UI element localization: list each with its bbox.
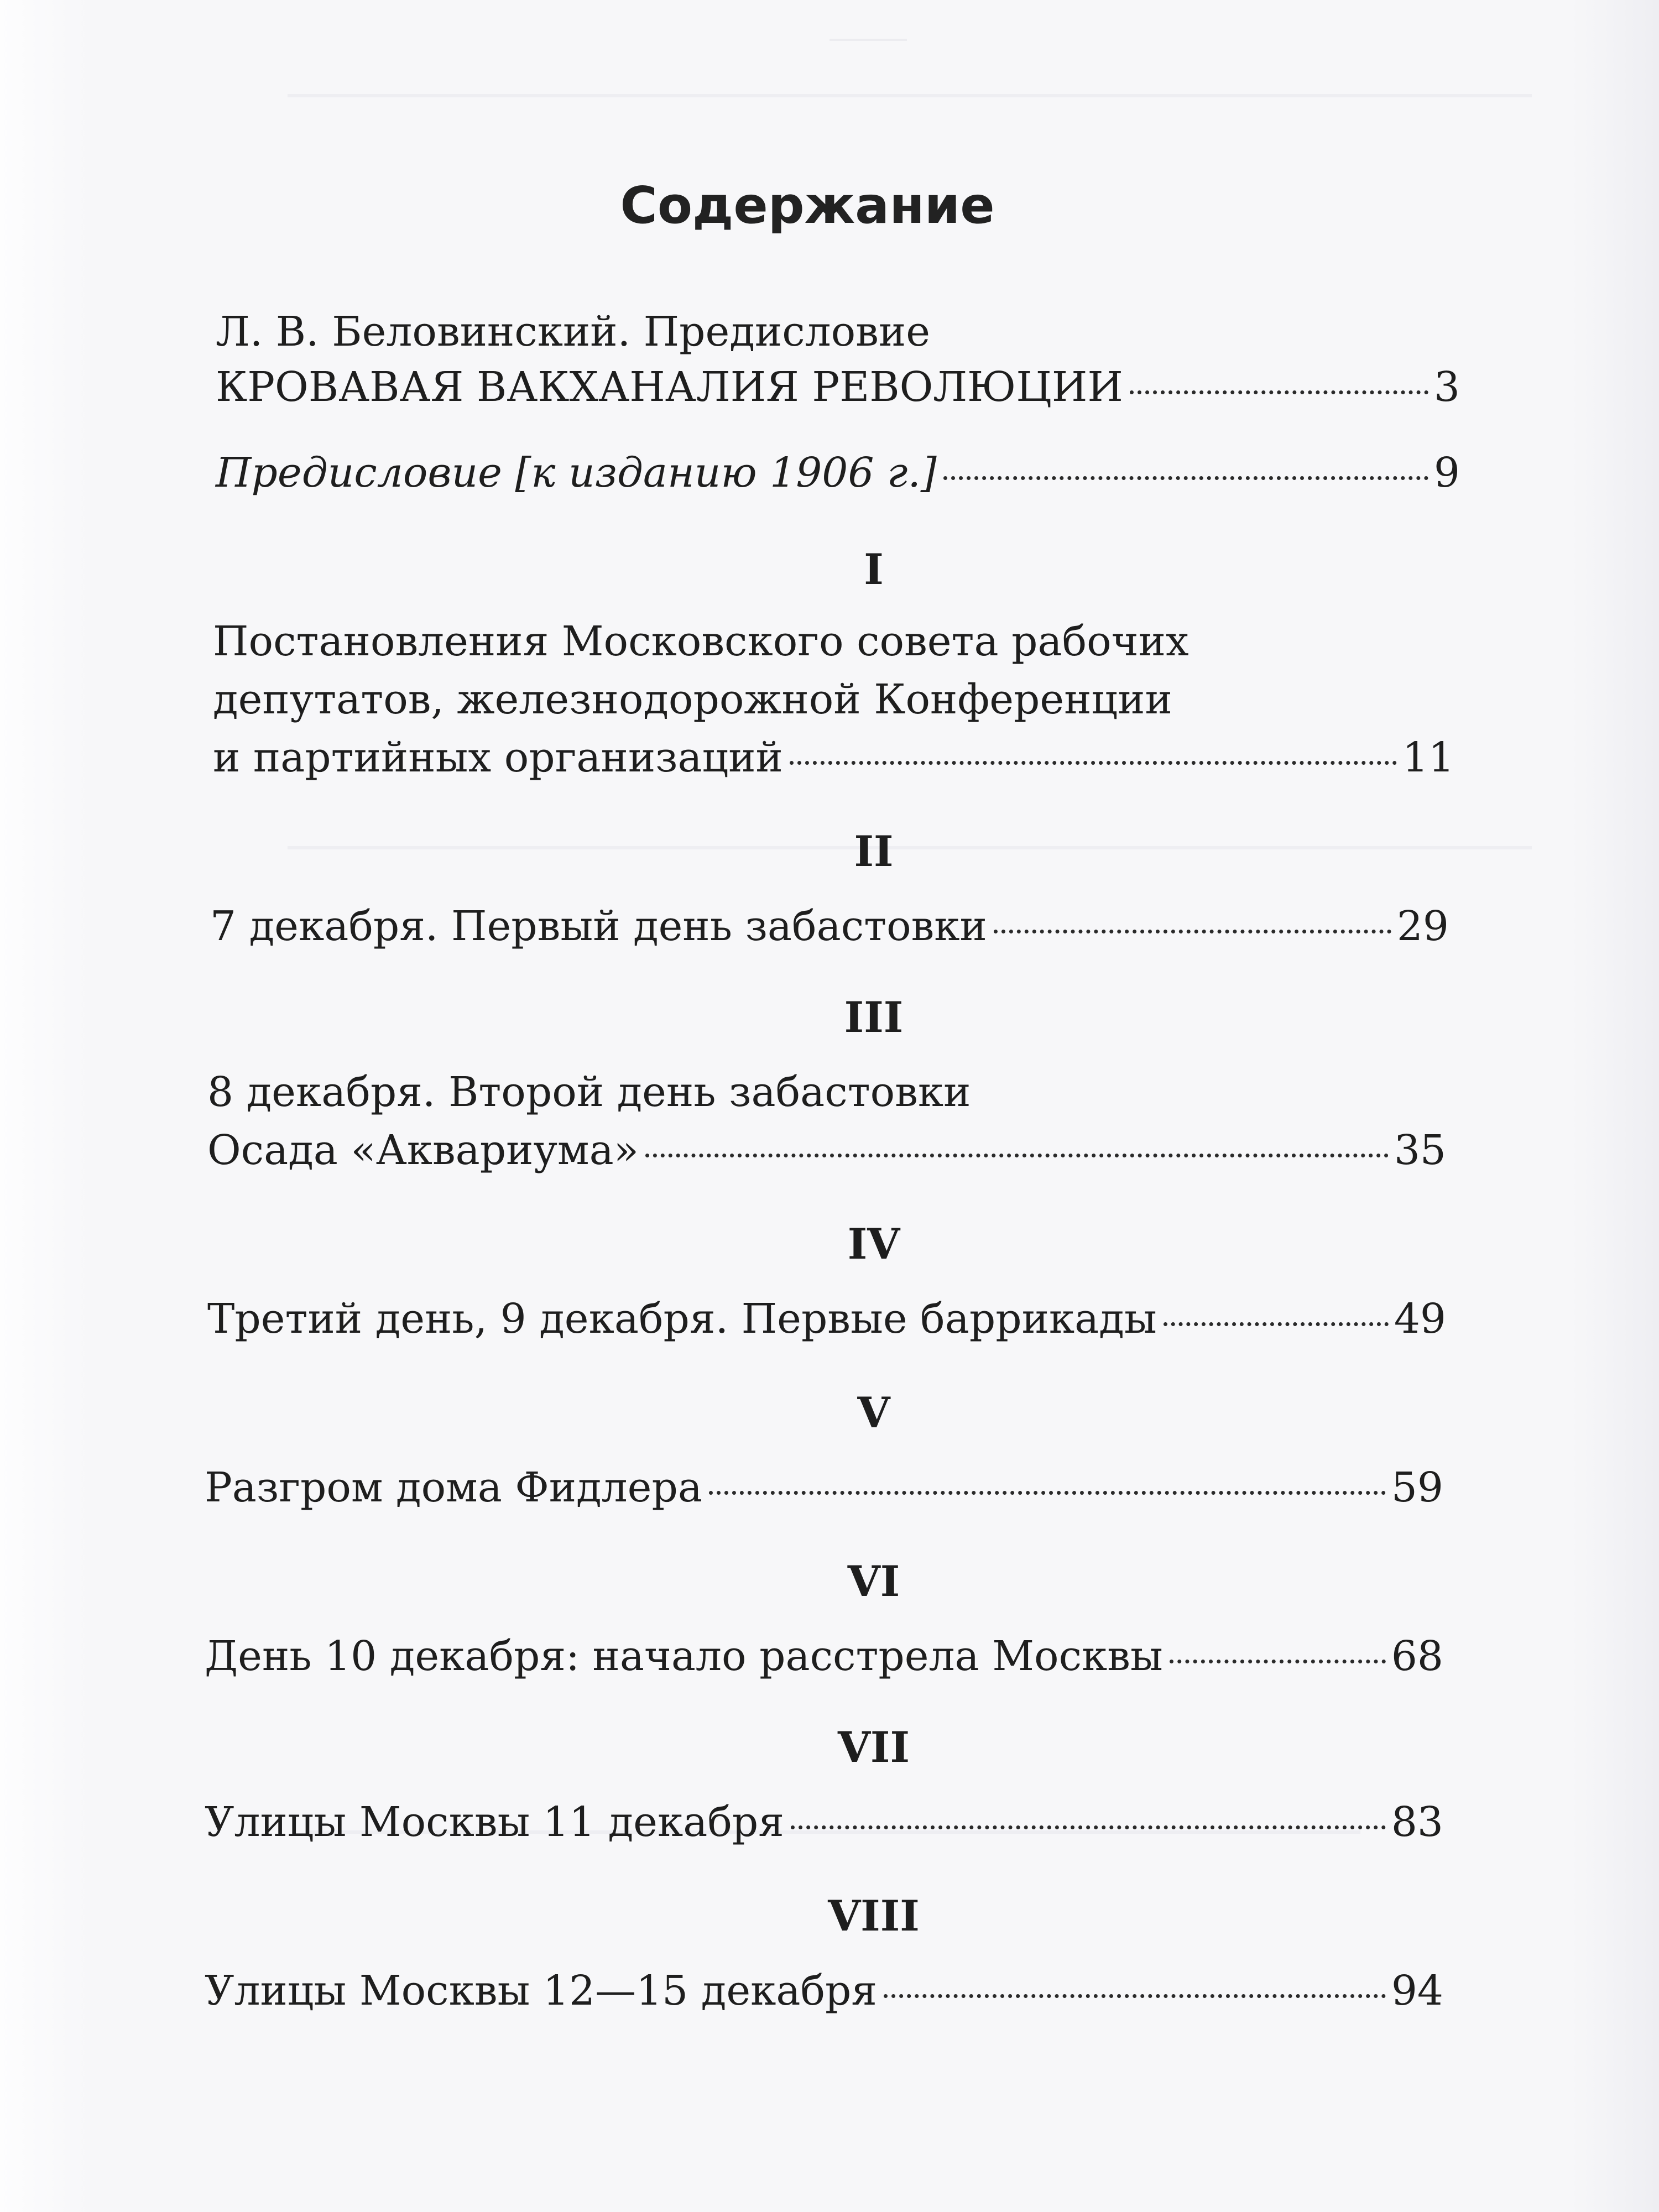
- chapter-numeral: IV: [847, 1219, 900, 1269]
- dot-leader: [994, 930, 1391, 933]
- chapter-numeral: VII: [837, 1723, 910, 1772]
- show-through-mark: [830, 6, 907, 41]
- dot-leader: [943, 476, 1428, 480]
- chapter-numeral: VIII: [828, 1891, 920, 1940]
- toc-entry-text: депутатов, железнодорожной Конференции: [213, 676, 1172, 723]
- toc-page-number: 9: [1433, 449, 1460, 497]
- toc-entry-text: Предисловие [к изданию 1906 г.]: [216, 449, 937, 497]
- toc-page-number: 83: [1391, 1798, 1443, 1846]
- toc-entry: [216, 359, 1460, 415]
- toc-entry: [205, 1460, 1443, 1515]
- toc-entry-text: День 10 декабря: начало расстрела Москвы: [205, 1632, 1163, 1680]
- toc-entry-text: Осада «Аквариума»: [207, 1126, 639, 1174]
- toc-entry: [207, 1065, 971, 1120]
- chapter-numeral: II: [854, 827, 894, 876]
- toc-page-number: 29: [1396, 902, 1449, 950]
- toc-page-number: 3: [1433, 363, 1460, 411]
- dot-leader: [1130, 390, 1428, 394]
- toc-entry-text: Улицы Москвы 11 декабря: [205, 1798, 784, 1846]
- dot-leader: [790, 761, 1397, 765]
- toc-entry: [216, 304, 930, 359]
- toc-page-number: 94: [1391, 1967, 1443, 2015]
- chapter-numeral: VI: [847, 1557, 900, 1606]
- toc-entry-text: 8 декабря. Второй день забастовки: [207, 1068, 971, 1116]
- toc-entry-text: и партийных организаций: [213, 734, 783, 781]
- dot-leader: [645, 1154, 1389, 1157]
- toc-entry: [205, 1794, 1443, 1850]
- toc-entry: [213, 672, 1172, 727]
- chapter-numeral: I: [864, 545, 884, 594]
- toc-entry: [205, 1629, 1443, 1684]
- toc-entry: [213, 730, 1454, 785]
- toc-entry-text: Разгром дома Фидлера: [205, 1464, 702, 1511]
- toc-entry: [205, 1963, 1443, 2018]
- toc-entry: [207, 1123, 1446, 1178]
- toc-entry: [207, 1291, 1446, 1347]
- toc-entry-text: КРОВАВАЯ ВАКХАНАЛИЯ РЕВОЛЮЦИИ: [216, 363, 1123, 411]
- toc-entry-text: 7 декабря. Первый день забастовки: [210, 902, 987, 950]
- toc-entry-text: Третий день, 9 декабря. Первые баррикады: [207, 1295, 1157, 1343]
- toc-page-number: 59: [1391, 1464, 1443, 1511]
- dot-leader: [884, 1994, 1386, 1998]
- chapter-numeral: V: [857, 1388, 890, 1437]
- toc-entry-text: Улицы Москвы 12—15 декабря: [205, 1967, 878, 2015]
- toc-entry: [213, 614, 1189, 669]
- dot-leader: [791, 1825, 1386, 1829]
- toc-entry-text: Л. В. Беловинский. Предисловие: [216, 308, 931, 356]
- toc-entry: [210, 899, 1449, 954]
- toc-page-number: 49: [1394, 1295, 1446, 1343]
- page-margin-left: [0, 0, 88, 2212]
- dot-leader: [1164, 1322, 1389, 1326]
- toc-entry: [216, 445, 1460, 500]
- toc-page-number: 35: [1394, 1126, 1446, 1174]
- show-through-mark: [288, 94, 1532, 97]
- dot-leader: [1170, 1660, 1386, 1663]
- toc-page-number: 68: [1391, 1632, 1443, 1680]
- toc-entry-text: Постановления Московского совета рабочих: [213, 618, 1189, 665]
- chapter-numeral: III: [844, 993, 904, 1042]
- toc-page-number: 11: [1402, 734, 1454, 781]
- page-margin-right: [1571, 0, 1659, 2212]
- page-title: Содержание: [620, 176, 995, 235]
- dot-leader: [709, 1491, 1386, 1495]
